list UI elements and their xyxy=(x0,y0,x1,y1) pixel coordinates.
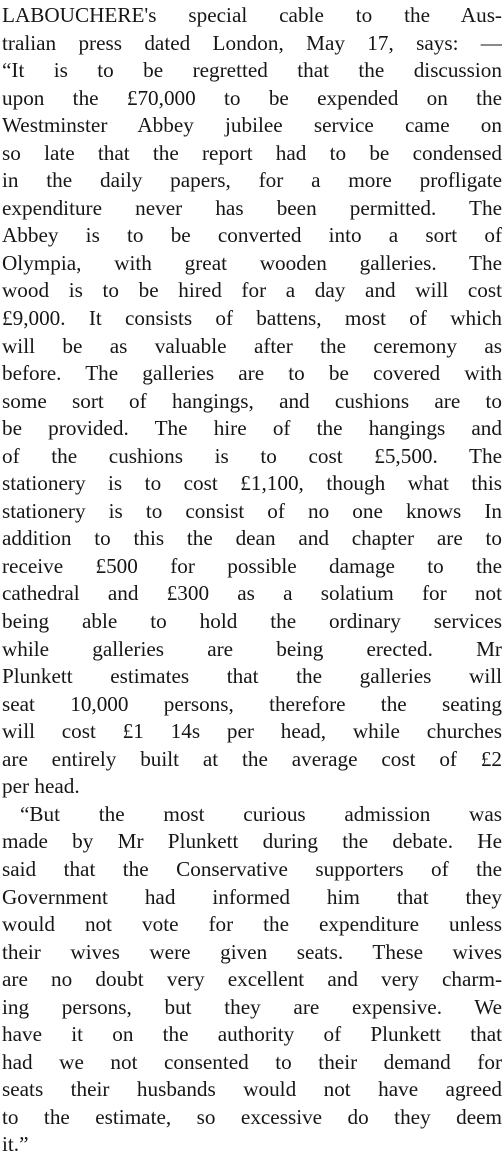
text-line: seat 10,000 persons, therefore the seating xyxy=(2,691,502,716)
text-line: per head. xyxy=(2,774,80,799)
text-line: while galleries are being erected. Mr xyxy=(2,636,502,661)
text-line: be provided. The hire of the hangings and xyxy=(2,416,502,441)
text-line: upon the £70,000 to be expended on the xyxy=(2,85,502,110)
text-line: Plunkett estimates that the galleries will xyxy=(2,664,502,689)
text-line: tralian press dated London, May 17, says: — xyxy=(2,30,502,55)
text-line: have it on the authority of Plunkett that xyxy=(2,1022,502,1047)
text-line: stationery is to cost £1,100, though what this xyxy=(2,471,502,496)
text-line: stationery is to consist of no one knows In xyxy=(2,498,502,523)
text-line: addition to this the dean and chapter are to xyxy=(2,526,502,551)
text-line: expenditure never has been permitted. The xyxy=(2,195,502,220)
article-paragraph-2 xyxy=(2,801,502,1159)
text-line: made by Mr Plunkett during the debate. He xyxy=(2,829,502,854)
text-line: Westminster Abbey jubilee service came on xyxy=(2,113,502,138)
text-line: ing persons, but they are expensive. We xyxy=(2,994,502,1019)
text-line: are entirely built at the average cost of £2 xyxy=(2,746,502,771)
text-line: before. The galleries are to be covered with xyxy=(2,361,502,386)
text-line: Abbey is to be converted into a sort of xyxy=(2,223,502,248)
text-line: LABOUCHERE's special cable to the Aus- xyxy=(2,3,502,27)
text-line: will be as valuable after the ceremony as xyxy=(2,333,502,358)
text-line: Olympia, with great wooden galleries. The xyxy=(2,250,502,275)
text-line: their wives were given seats. These wives xyxy=(2,939,502,964)
text-line: some sort of hangings, and cushions are to xyxy=(2,388,502,413)
text-line: “It is to be regretted that the discussion xyxy=(2,58,502,83)
text-line: £9,000. It consists of battens, most of which xyxy=(2,306,502,331)
text-line: receive £500 for possible damage to the xyxy=(2,553,502,578)
text-line: in the daily papers, for a more profligate xyxy=(2,168,502,193)
text-line: are no doubt very excellent and very charm- xyxy=(2,967,502,992)
text-line: of the cushions is to cost £5,500. The xyxy=(2,443,502,468)
text-line: being able to hold the ordinary services xyxy=(2,609,502,634)
article-paragraph-1 xyxy=(2,2,502,801)
text-line: so late that the report had to be condensed xyxy=(2,140,502,165)
text-line: wood is to be hired for a day and will cost xyxy=(2,278,502,303)
text-line: cathedral and £300 as a solatium for not xyxy=(2,581,502,606)
text-line: said that the Conservative supporters of the xyxy=(2,856,502,881)
text-line: “But the most curious admission was xyxy=(20,801,502,826)
text-line: had we not consented to their demand for xyxy=(2,1049,502,1074)
text-line: it.” xyxy=(2,1132,29,1157)
text-line: Government had informed him that they xyxy=(2,884,502,909)
text-line: will cost £1 14s per head, while churches xyxy=(2,719,502,744)
text-line: seats their husbands would not have agreed xyxy=(2,1077,502,1102)
text-line: to the estimate, so excessive do they deem xyxy=(2,1104,502,1129)
text-line: would not vote for the expenditure unless xyxy=(2,912,502,937)
